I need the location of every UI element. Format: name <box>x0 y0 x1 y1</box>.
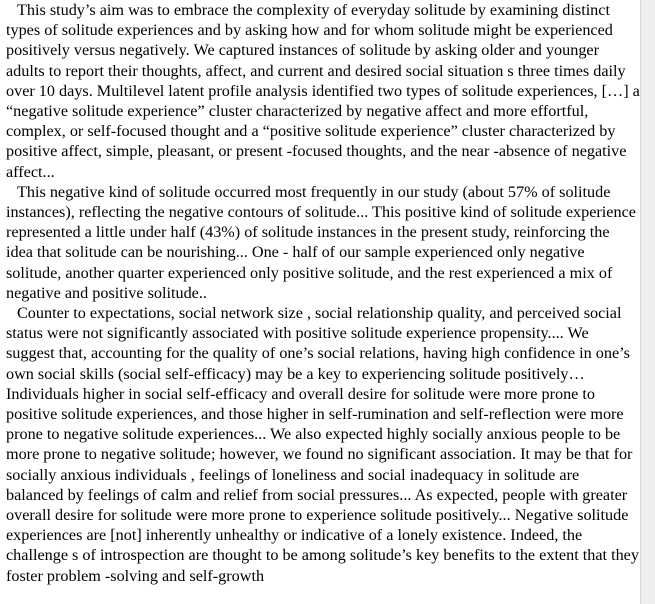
paragraph-3: Counter to expectations, social network size , social relationship quality, and perceived social status were not significantly associated with positive solitude experience propensity.... We suggest that, accounting for the quality of one’s social relations, having high confidence in one’s own social skills (social self-efficacy) may be a key to experiencing solitude positively… Individuals higher in social self-efficacy and overall desire for solitude were more prone to positive solitude experiences, and those higher in self-rumination and self-reflection were more prone to negative solitude experiences... We also expected highly socially anxious people to be more prone to negative solitude; however, we found no significant association. It may be that for socially anxious individuals , feelings of loneliness and social inadequacy in solitude are balanced by feelings of calm and relief from social pressures... As expected, people with greater overall desire for solitude were more prone to experience solitude positively... Negative solitude experiences are [not] inherently unhealthy or indicative of a lonely existence. Indeed, the challenge s of introspection are thought to be among solitude’s key benefits to the extent that they foster problem -solving and self-growth <box>6 304 639 585</box>
paragraph-2: This negative kind of solitude occurred most frequently in our study (about 57% of solitude instances), reflecting the negative contours of solitude... This positive kind of solitude experience represented a little under half (43%) of solitude instances in the present study, reinforcing the idea that solitude can be nourishing... One - half of our sample experienced only negative solitude, another quarter experienced only positive solitude, and the rest experienced a mix of negative and positive solitude.. <box>6 182 636 302</box>
paragraph-1: This study’s aim was to embrace the complexity of everyday solitude by examining distinct types of solitude experiences and by asking how and for whom solitude might be experienced positively versus negatively. We captured instances of solitude by asking older and younger adults to report their thoughts, affect, and current and desired social situation s three times daily over 10 days. Multilevel latent profile analysis identified two types of solitude experiences, […] a “negative solitude experience” cluster characterized by negative affect and more effortful, complex, or self-focused thought and a “positive solitude experience” cluster characterized by positive affect, simple, pleasant, or present -focused thoughts, and the near -absence of negative affect... <box>6 1 640 181</box>
vertical-scrollbar[interactable] <box>640 0 655 604</box>
